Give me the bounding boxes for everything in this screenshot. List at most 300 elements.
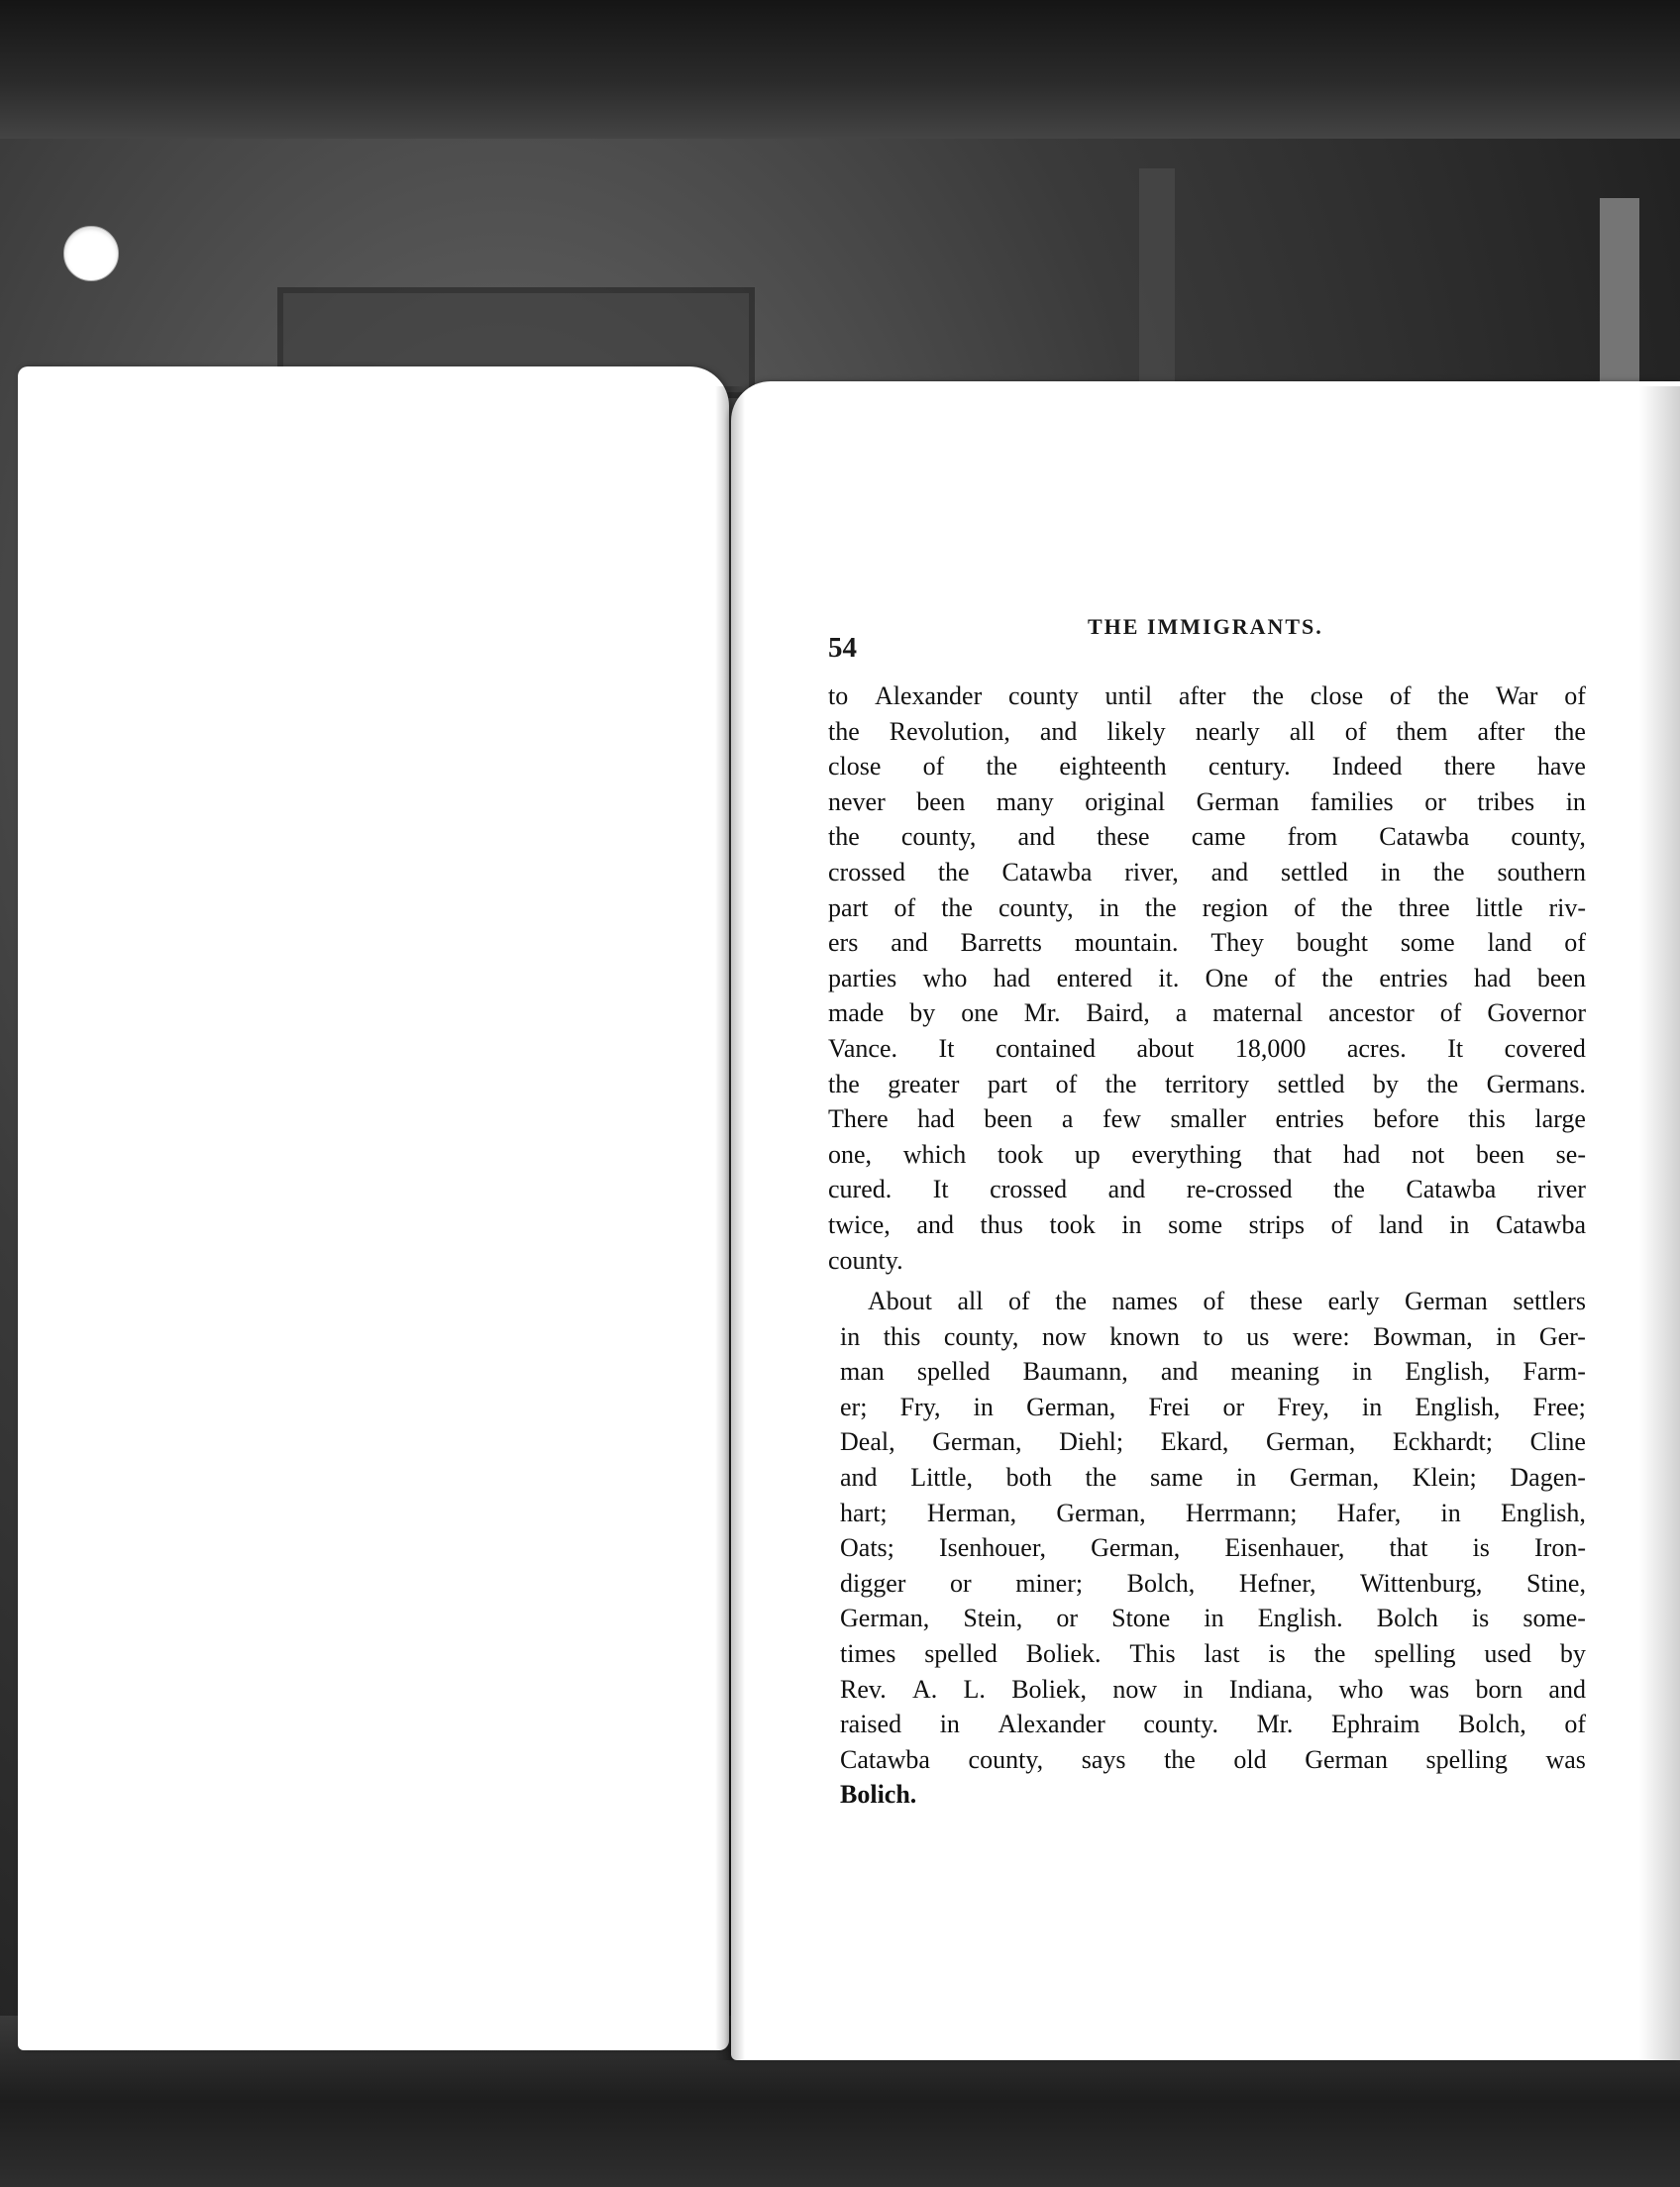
word: It bbox=[1447, 1033, 1464, 1063]
text-line bbox=[828, 1460, 1586, 1496]
word: German, bbox=[1026, 1392, 1116, 1421]
word: Hefner, bbox=[1238, 1568, 1316, 1598]
word: of bbox=[1055, 1069, 1078, 1098]
word: riv- bbox=[1548, 892, 1586, 922]
word: is bbox=[1268, 1639, 1286, 1669]
word: one bbox=[961, 998, 998, 1028]
word: not bbox=[1412, 1139, 1445, 1169]
word: Alexander bbox=[998, 1710, 1105, 1739]
word: three bbox=[1398, 892, 1450, 922]
text-line bbox=[828, 678, 1586, 714]
word: close bbox=[828, 752, 882, 781]
word: large bbox=[1534, 1104, 1586, 1134]
word: or bbox=[949, 1568, 972, 1598]
word: some- bbox=[1522, 1604, 1586, 1633]
word: Barretts bbox=[960, 928, 1042, 958]
word: parties bbox=[828, 963, 897, 992]
word: early bbox=[1327, 1287, 1380, 1316]
word: re-crossed bbox=[1186, 1175, 1293, 1204]
word: Indiana, bbox=[1228, 1674, 1313, 1704]
word: raised bbox=[840, 1710, 902, 1739]
page-number: 54 bbox=[828, 632, 857, 664]
text-line bbox=[828, 1777, 1586, 1813]
word: in bbox=[840, 1321, 861, 1351]
word: names bbox=[1111, 1287, 1178, 1316]
word: tribes bbox=[1477, 786, 1535, 816]
word: War bbox=[1495, 681, 1538, 710]
word: land bbox=[1487, 928, 1532, 958]
word: hart; bbox=[840, 1498, 888, 1527]
word: the bbox=[1085, 1463, 1117, 1493]
word: English, bbox=[1500, 1498, 1586, 1527]
word: strips bbox=[1248, 1209, 1305, 1239]
word: and bbox=[1210, 857, 1249, 886]
word: of bbox=[1344, 716, 1367, 746]
word: now bbox=[1112, 1674, 1158, 1704]
word: man bbox=[840, 1357, 885, 1387]
word: a bbox=[1175, 998, 1188, 1028]
punch-hole-top bbox=[63, 226, 119, 281]
word: before bbox=[1373, 1104, 1439, 1134]
word: It bbox=[932, 1175, 949, 1204]
word: meaning bbox=[1230, 1357, 1319, 1387]
word: spelled bbox=[924, 1639, 998, 1669]
word: of bbox=[1564, 681, 1586, 710]
word: after bbox=[1178, 681, 1226, 710]
word: in bbox=[1204, 1604, 1224, 1633]
word: German, bbox=[1289, 1463, 1380, 1493]
word: these bbox=[1097, 822, 1150, 852]
word: smaller bbox=[1170, 1104, 1246, 1134]
word: the bbox=[1437, 681, 1470, 710]
word: twice, bbox=[828, 1209, 891, 1239]
word: miner; bbox=[1015, 1568, 1084, 1598]
text-line bbox=[828, 1031, 1586, 1067]
word: county bbox=[1007, 681, 1079, 710]
word: Deal, bbox=[840, 1427, 895, 1457]
word: Free; bbox=[1532, 1392, 1586, 1421]
word: entered bbox=[1056, 963, 1133, 992]
text-line bbox=[828, 1319, 1586, 1355]
word: acres. bbox=[1346, 1033, 1407, 1063]
word: made bbox=[828, 998, 885, 1028]
word: in bbox=[1361, 1392, 1383, 1421]
word: took bbox=[1049, 1209, 1096, 1239]
word: mountain. bbox=[1074, 928, 1179, 958]
background-post bbox=[1139, 168, 1175, 396]
word: se- bbox=[1555, 1139, 1586, 1169]
scan-top-dark-band bbox=[0, 0, 1680, 139]
word: Hafer, bbox=[1336, 1498, 1402, 1527]
word: Catawba bbox=[1379, 822, 1470, 852]
page-edge-shadow bbox=[1639, 386, 1680, 2060]
word: some bbox=[1168, 1209, 1223, 1239]
word: Diehl; bbox=[1059, 1427, 1124, 1457]
word: Bolch, bbox=[1126, 1568, 1196, 1598]
word: all bbox=[1289, 716, 1315, 746]
word: They bbox=[1210, 928, 1264, 958]
text-line bbox=[828, 1137, 1586, 1173]
word: river bbox=[1536, 1175, 1586, 1204]
text-line bbox=[828, 1390, 1586, 1425]
running-head: THE IMMIGRANTS. bbox=[1088, 614, 1323, 639]
word: Iron- bbox=[1534, 1533, 1586, 1563]
word: and bbox=[916, 1209, 954, 1239]
word: the bbox=[1104, 1069, 1137, 1098]
word: Catawba bbox=[1001, 857, 1093, 886]
word: in bbox=[973, 1392, 994, 1421]
word: the bbox=[1426, 1069, 1459, 1098]
word: century. bbox=[1208, 752, 1291, 781]
word: close bbox=[1310, 681, 1364, 710]
word: Bowman, bbox=[1373, 1321, 1473, 1351]
word: us bbox=[1246, 1321, 1270, 1351]
word: says bbox=[1081, 1744, 1126, 1774]
word: in bbox=[1099, 892, 1119, 922]
word: was bbox=[1409, 1674, 1450, 1704]
word: German bbox=[1305, 1744, 1388, 1774]
word: Indeed bbox=[1331, 752, 1403, 781]
word: of bbox=[1294, 892, 1315, 922]
word: have bbox=[1536, 752, 1586, 781]
text-line bbox=[828, 1207, 1586, 1243]
word: known bbox=[1109, 1321, 1181, 1351]
word: digger bbox=[840, 1568, 906, 1598]
word: county, bbox=[900, 822, 977, 852]
word: some bbox=[1400, 928, 1455, 958]
word: English, bbox=[1415, 1392, 1501, 1421]
word: Bolch, bbox=[1458, 1710, 1526, 1739]
word: been bbox=[1475, 1139, 1525, 1169]
word: English. bbox=[1257, 1604, 1343, 1633]
text-line bbox=[828, 784, 1586, 820]
text-line bbox=[828, 1636, 1586, 1672]
word: territory bbox=[1164, 1069, 1250, 1098]
word: county, bbox=[943, 1321, 1019, 1351]
word: the bbox=[1252, 681, 1285, 710]
word: families bbox=[1310, 786, 1394, 816]
word: who bbox=[1338, 1674, 1384, 1704]
word: German bbox=[1196, 786, 1280, 816]
word: county, bbox=[1511, 822, 1586, 852]
text-line bbox=[828, 890, 1586, 926]
word: the bbox=[941, 892, 973, 922]
word: Dagen- bbox=[1510, 1463, 1586, 1493]
word: nearly bbox=[1195, 716, 1260, 746]
word: by bbox=[1559, 1639, 1586, 1669]
word: contained bbox=[995, 1033, 1097, 1063]
word: a bbox=[1061, 1104, 1074, 1134]
word: there bbox=[1443, 752, 1496, 781]
word: is bbox=[1472, 1533, 1490, 1563]
word: land bbox=[1378, 1209, 1423, 1239]
word: Boliek, bbox=[1011, 1674, 1088, 1704]
word: to bbox=[1203, 1321, 1223, 1351]
word: greater bbox=[888, 1069, 960, 1098]
left-blank-page bbox=[18, 366, 729, 2050]
word: or bbox=[1222, 1392, 1245, 1421]
word: the bbox=[1313, 1639, 1346, 1669]
word: of bbox=[1203, 1287, 1225, 1316]
word: and bbox=[1160, 1357, 1199, 1387]
word: Catawba bbox=[840, 1744, 930, 1774]
word: Vance. bbox=[828, 1033, 898, 1063]
word: in bbox=[939, 1710, 960, 1739]
word: had bbox=[1342, 1139, 1381, 1169]
word: of bbox=[922, 752, 945, 781]
word: the bbox=[1321, 963, 1354, 992]
word: of bbox=[1330, 1209, 1353, 1239]
word: Stine, bbox=[1526, 1568, 1586, 1598]
word: had bbox=[993, 963, 1031, 992]
page-header bbox=[828, 614, 1586, 664]
word: river, bbox=[1124, 857, 1179, 886]
word: both bbox=[1005, 1463, 1052, 1493]
word: Stone bbox=[1111, 1604, 1171, 1633]
word: the bbox=[1340, 892, 1373, 922]
word: few bbox=[1102, 1104, 1141, 1134]
word: Mr. bbox=[1023, 998, 1061, 1028]
word: Catawba bbox=[1406, 1175, 1497, 1204]
word: or bbox=[1056, 1604, 1079, 1633]
word: now bbox=[1041, 1321, 1087, 1351]
word: been bbox=[1536, 963, 1586, 992]
word: county, bbox=[998, 892, 1074, 922]
word: and bbox=[1107, 1175, 1146, 1204]
word: settled bbox=[1281, 857, 1348, 886]
word: of bbox=[893, 892, 916, 922]
text-line bbox=[828, 1172, 1586, 1207]
word: of bbox=[1439, 998, 1462, 1028]
word: this bbox=[1468, 1104, 1506, 1134]
text-line bbox=[828, 1601, 1586, 1636]
word: and bbox=[891, 928, 928, 958]
word: Ephraim bbox=[1331, 1710, 1420, 1739]
word: from bbox=[1287, 822, 1338, 852]
word: Governor bbox=[1487, 998, 1586, 1028]
word: been bbox=[984, 1104, 1033, 1134]
text-line bbox=[828, 819, 1586, 855]
word: Rev. bbox=[840, 1674, 887, 1704]
text-line bbox=[828, 714, 1586, 750]
word: that bbox=[1273, 1139, 1312, 1169]
word: was bbox=[1545, 1744, 1586, 1774]
word: Stein, bbox=[963, 1604, 1023, 1633]
word: of bbox=[1389, 681, 1412, 710]
word: same bbox=[1149, 1463, 1204, 1493]
word: after bbox=[1477, 716, 1525, 746]
text-line bbox=[828, 1354, 1586, 1390]
word: and bbox=[1548, 1674, 1586, 1704]
word: about bbox=[1136, 1033, 1195, 1063]
word: Oats; bbox=[840, 1533, 894, 1563]
word: this bbox=[883, 1321, 921, 1351]
word: bought bbox=[1296, 928, 1368, 958]
word: er; bbox=[840, 1392, 868, 1421]
word: never bbox=[828, 786, 886, 816]
body-text bbox=[828, 678, 1586, 1813]
word: likely bbox=[1106, 716, 1166, 746]
word: and bbox=[1039, 716, 1078, 746]
word: in bbox=[1352, 1357, 1373, 1387]
word: Little, bbox=[910, 1463, 974, 1493]
word: them bbox=[1396, 716, 1448, 746]
word: up bbox=[1074, 1139, 1101, 1169]
word: county, bbox=[968, 1744, 1044, 1774]
word: Isenhouer, bbox=[938, 1533, 1046, 1563]
word: in bbox=[1565, 786, 1586, 816]
word: German, bbox=[1091, 1533, 1181, 1563]
word: One bbox=[1205, 963, 1248, 992]
word: Baumann, bbox=[1022, 1357, 1128, 1387]
word: by bbox=[1372, 1069, 1399, 1098]
word: the bbox=[828, 716, 860, 746]
word: in bbox=[1236, 1463, 1257, 1493]
word: Eckhardt; bbox=[1392, 1427, 1493, 1457]
word: the bbox=[1055, 1287, 1087, 1316]
word: had bbox=[917, 1104, 955, 1134]
word: which bbox=[902, 1139, 967, 1169]
word: This bbox=[1129, 1639, 1176, 1669]
word: crossed bbox=[990, 1175, 1068, 1204]
word: There bbox=[828, 1104, 889, 1134]
text-line bbox=[828, 749, 1586, 784]
word: times bbox=[840, 1639, 896, 1669]
word: spelling bbox=[1374, 1639, 1456, 1669]
word: Catawba bbox=[1496, 1209, 1586, 1239]
book-gutter bbox=[715, 386, 745, 2060]
word: Herman, bbox=[926, 1498, 1017, 1527]
text-line bbox=[828, 925, 1586, 961]
word: Bolich. bbox=[840, 1780, 917, 1810]
word: the bbox=[1164, 1744, 1196, 1774]
word: A. bbox=[911, 1674, 938, 1704]
word: the bbox=[986, 752, 1018, 781]
word: Fry, bbox=[899, 1392, 941, 1421]
word: of bbox=[1008, 1287, 1030, 1316]
text-line bbox=[828, 1284, 1586, 1319]
word: the bbox=[828, 822, 860, 852]
paragraph-2 bbox=[828, 1284, 1586, 1813]
word: by bbox=[909, 998, 936, 1028]
word: these bbox=[1249, 1287, 1304, 1316]
word: Bolch bbox=[1376, 1604, 1438, 1633]
word: until bbox=[1104, 681, 1153, 710]
word: ancestor bbox=[1328, 998, 1415, 1028]
word: county. bbox=[1143, 1710, 1218, 1739]
word: in bbox=[1121, 1209, 1142, 1239]
word: were: bbox=[1292, 1321, 1350, 1351]
word: Ekard, bbox=[1160, 1427, 1229, 1457]
word: 18,000 bbox=[1234, 1033, 1307, 1063]
word: and bbox=[840, 1463, 878, 1493]
word: settlers bbox=[1513, 1287, 1586, 1316]
text-line bbox=[828, 1672, 1586, 1708]
word: of bbox=[1564, 1710, 1586, 1739]
word: entries bbox=[1275, 1104, 1344, 1134]
word: About bbox=[868, 1287, 932, 1316]
word: part bbox=[828, 892, 869, 922]
word: Herrmann; bbox=[1185, 1498, 1298, 1527]
word: cured. bbox=[828, 1175, 892, 1204]
text-line bbox=[828, 961, 1586, 996]
word: Eisenhauer, bbox=[1224, 1533, 1345, 1563]
word: came bbox=[1191, 822, 1246, 852]
word: is bbox=[1471, 1604, 1490, 1633]
word: everything bbox=[1131, 1139, 1242, 1169]
word: spelling bbox=[1425, 1744, 1508, 1774]
text-line bbox=[828, 1742, 1586, 1778]
word: took bbox=[997, 1139, 1044, 1169]
word: region bbox=[1202, 892, 1269, 922]
word: and bbox=[1017, 822, 1056, 852]
text-line bbox=[828, 1243, 1586, 1279]
word: Farm- bbox=[1522, 1357, 1586, 1387]
word: in bbox=[1449, 1209, 1470, 1239]
text-line bbox=[828, 1101, 1586, 1137]
word: German bbox=[1405, 1287, 1488, 1316]
word: many bbox=[996, 786, 1054, 816]
word: part bbox=[987, 1069, 1028, 1098]
word: Alexander bbox=[874, 681, 983, 710]
word: ers bbox=[828, 928, 859, 958]
word: the bbox=[1432, 857, 1465, 886]
word: the bbox=[1333, 1175, 1365, 1204]
word: Wittenburg, bbox=[1360, 1568, 1483, 1598]
word: settled bbox=[1277, 1069, 1345, 1098]
word: old bbox=[1233, 1744, 1267, 1774]
word: little bbox=[1475, 892, 1523, 922]
word: who bbox=[922, 963, 968, 992]
word: L. bbox=[963, 1674, 986, 1704]
text-line bbox=[828, 995, 1586, 1031]
word: Boliek. bbox=[1025, 1639, 1102, 1669]
word: thus bbox=[980, 1209, 1023, 1239]
word: Baird, bbox=[1086, 998, 1150, 1028]
word: last bbox=[1204, 1639, 1240, 1669]
word: in bbox=[1183, 1674, 1204, 1704]
word: covered bbox=[1504, 1033, 1586, 1063]
word: to bbox=[828, 681, 849, 710]
word: crossed bbox=[828, 857, 905, 886]
word: the bbox=[937, 857, 970, 886]
word: the bbox=[1144, 892, 1177, 922]
word: German, bbox=[1056, 1498, 1146, 1527]
word: of bbox=[1564, 928, 1586, 958]
word: all bbox=[957, 1287, 984, 1316]
word: English, bbox=[1405, 1357, 1491, 1387]
word: or bbox=[1424, 786, 1446, 816]
text-line bbox=[828, 855, 1586, 890]
word: one, bbox=[828, 1139, 873, 1169]
word: it. bbox=[1158, 963, 1180, 992]
word: Frei bbox=[1148, 1392, 1191, 1421]
word: of bbox=[1274, 963, 1296, 992]
word: entries bbox=[1379, 963, 1448, 992]
text-line bbox=[828, 1496, 1586, 1531]
word: in bbox=[1380, 857, 1401, 886]
word: had bbox=[1474, 963, 1512, 992]
word: eighteenth bbox=[1059, 752, 1167, 781]
text-line bbox=[828, 1424, 1586, 1460]
word: in bbox=[1440, 1498, 1461, 1527]
paragraph-1 bbox=[828, 678, 1586, 1278]
word: spelled bbox=[916, 1357, 991, 1387]
word: Klein; bbox=[1412, 1463, 1477, 1493]
word: Germans. bbox=[1486, 1069, 1586, 1098]
word: county. bbox=[828, 1245, 903, 1275]
word: maternal bbox=[1212, 998, 1304, 1028]
